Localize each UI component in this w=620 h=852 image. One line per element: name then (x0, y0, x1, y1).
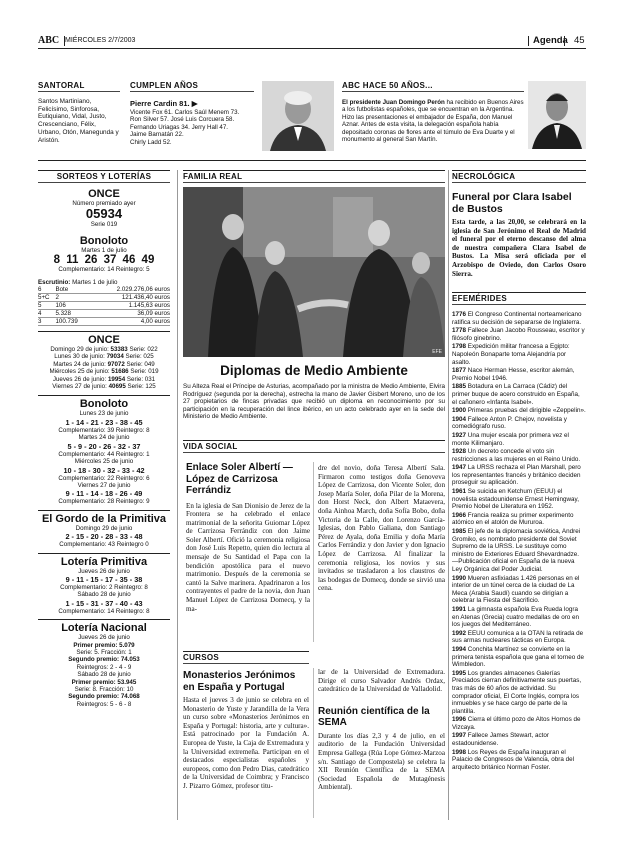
primitiva-title: Lotería Primitiva (60, 555, 148, 568)
efemeride-item: 1947 La URSS rechaza el Plan Marshall, pero los representantes francés y británico deciden proseguir su aplicación. (452, 464, 581, 487)
efemeride-item: 1990 Mueren asfixiadas 1.426 personas en el interior de un túnel cerca de la ciudad de La Meca (Arabia Saudí) cuando se dirigían a celebrar la Fiesta del Sacrificio. (452, 574, 580, 605)
necrologica-headline: Funeral por Clara Isabel de Bustos (452, 191, 572, 215)
nacional-line: Serie: 8. Fracción: 10 (74, 686, 134, 693)
efemeride-item: 1985 El jefe de la diplomacia soviética, Andrei Gromiko, es nombrado presidente del Soviet Supremo de la URSS. Le sustituye como ministro de Exteriores Eduard Shevardnadze. —Publicación oficial en España de la nueva Ley Orgánica del Poder Judicial. (452, 528, 581, 573)
efemeride-item: 1927 Una mujer escala por primera vez el monte Kilimanjaro. (452, 431, 569, 447)
necrologica-text: Esta tarde, a las 20,00, se celebrará en la iglesia de San Jerónimo el Real de Madrid el funeral por el eterno descanso del alma de nuestra compañera Clara Isabel de Bustos. La Misa será oficiada por el Arzobispo de Oviedo, don Carlos Osoro Sierra. (452, 218, 586, 278)
handshake-photo (183, 187, 445, 357)
once-week-title: ONCE (88, 334, 120, 347)
header-sep (528, 36, 529, 46)
familia-caption: Su Alteza Real el Príncipe de Asturias, acompañado por la ministra de Medio Ambiente, Elvira Rodríguez (segunda por la derecha), estrecha la mano de Javier Gisbert Moreno, uno de los 27 propietarios de fincas privadas que recibió un diploma en reconocimiento por su participación en la recuperación del lince ibérico, en un acto celebrado ayer en la sede del Ministerio de Medio Ambiente. (183, 383, 445, 421)
bonoloto-extra: Complementario: 14 Reintegro: 5 (58, 266, 150, 274)
vidasocial-headline: Enlace Soler Albertí — López de Carrizosa Ferrándiz (186, 462, 293, 496)
nacional-line: Serie: 5. Fracción: 1 (76, 648, 132, 656)
nacional-title: Lotería Nacional (61, 622, 147, 635)
efemeride-item: 1904 Fallece Anton P. Chejov, novelista y comediógrafo ruso. (452, 415, 567, 431)
cursos-text1: Hasta el jueves 3 de junio se celebra en el Monasterio de Yuste y Jarandilla de la Vera un curso sobre «Monasterios Jerónimos en España y Portugal: historia, arte y cultura». Está patrocinado por la Fundación A. Europea de Yuste, la Caja de Extremadura y la Universidad extremeña. Participan en el destacados especialistas españoles y europeos, como don Pedro Dias, catedrático de la Universidad de Coimbra; y Francisco J. Pizarro Gómez, profesor titu- (183, 696, 309, 790)
once-title: ONCE (88, 188, 120, 200)
efemeride-item: 1778 Fallece Juan Jacobo Rousseau, escritor y filósofo ginebrino. (452, 327, 585, 342)
col-sep (177, 170, 178, 820)
cursos-text2: lar de la Universidad de Extremadura. Dirige el curso Salvador Andrés Ordax, catedrático de la Universidad de Valladolid. (318, 668, 445, 694)
escrutinio-cell: 5 (38, 302, 55, 310)
efemerides-section (452, 292, 586, 772)
bonoloto-today (38, 235, 170, 274)
efemeride-item: 1961 Se suicida en Ketchum (EEUU) el novelista estadounidense Ernest Hemingway, Premio Nobel de Literatura en 1952. (452, 488, 579, 511)
bonoloto-date: Martes 24 de junio (78, 434, 130, 442)
escrutinio-row (38, 310, 170, 318)
cursos-label: CURSOS (183, 651, 309, 664)
primitiva-numbers: 1 - 15 - 31 - 37 - 40 - 43 (65, 598, 143, 608)
vidasocial-col1 (186, 462, 310, 613)
escrutinio-cell: 2.029.276,06 euros (89, 286, 170, 294)
bonoloto-week-title: Bonoloto (79, 398, 129, 411)
cumpleanos-item: Ron Silver 57. José Luis Corcuera 58. (130, 116, 235, 124)
escrutinio-cell: 5.328 (55, 310, 89, 318)
cursos-headline: Monasterios Jerónimos en España y Portugal (183, 670, 296, 693)
escrutinio-row (38, 286, 170, 294)
col-sep (448, 170, 449, 820)
bonoloto-date: Lunes 23 de junio (79, 410, 129, 418)
page-header (38, 34, 586, 48)
efemeride-item: 1998 Los Reyes de España inauguran el Palacio de Congresos de Valencia, obra del arquitecto británico Norman Foster. (452, 748, 575, 771)
escrutinio-row (38, 318, 170, 326)
primitiva-extra: Complementario: 2 Reintegro: 8 (60, 583, 148, 591)
familia-section (183, 170, 445, 421)
peron-photo (528, 81, 586, 149)
vidasocial-label: VIDA SOCIAL (183, 440, 445, 453)
escrutinio-cell: 1.145,63 euros (89, 302, 170, 310)
bonoloto-numbers: 5 - 9 - 20 - 26 - 32 - 37 (67, 441, 141, 451)
cursos-section (183, 651, 309, 791)
once-line: Lunes 30 de junio: 79034 Serie: 025 (54, 353, 154, 361)
familia-headline: Diplomas de Medio Ambiente (220, 363, 408, 378)
cumpleanos-list (130, 109, 254, 146)
efemeride-item: 1997 Fallece James Stewart, actor estadounidense. (452, 732, 549, 748)
necrologica-section (452, 170, 586, 278)
nacional-line: Sábado 28 de junio (77, 671, 131, 679)
strip-rule (38, 160, 586, 161)
cumpleanos-box (130, 81, 254, 146)
bonoloto-numbers: 1 - 14 - 21 - 23 - 38 - 45 (65, 417, 143, 427)
efemeride-item: 1877 Nace Herman Hesse, escritor alemán, Premio Nobel 1946. (452, 367, 575, 382)
escrutinio-row (38, 302, 170, 310)
vidasocial-text2: dre del novio, doña Teresa Albertí Sala. Firmaron como testigos doña Genoveva López de Carrizosa, don Vicente Soler, don Josep María Soler, doña Pilar de la Morena, don Horst Neck, don Albert Mataevera, doña Ainhoa March, doña Sofía Bobo, doña Victoria de la Calle, don Lorenzo García-Iglesias, don Pablo Galiana, don Santiago Pérez de Ayala, doña Emilia y doña María Carlos Ferrándiz y don Javier y don Ignacio López de Carrizosa. Al finalizar la ceremonia religiosa, los novios y sus invitados se trasladaron a los claustros de las bodegas de Domecq, donde se sirvió una cena. (318, 464, 445, 593)
primitiva-date: Sábado 28 de junio (77, 591, 131, 599)
vidasocial-text1: En la iglesia de San Dionisio de Jerez de la Frontera se ha celebrado el enlace matrimonial de la señorita Guiomar López de Carrizosa Ferrándiz con don Jaime Soler Albertí. Ofició la ceremonia religiosa don José Luis Repetto, quien dio lectura al mensaje de Su Santidad el Papa con la bendición apostólica para el nuevo matrimonio. Después de la ceremonia se cantó la Salve marinera. Apadrinaron a los contrayentes el padre de la novia, don Juan Manuel López de Carrizosa Domecq, y la ma- (186, 501, 310, 613)
efemerides-list (452, 311, 586, 771)
escrutinio-cell: 4,00 euros (89, 318, 170, 326)
bonoloto-date: Viernes 27 de junio (77, 481, 131, 489)
gordo-title: El Gordo de la Primitiva (41, 512, 167, 525)
efemeride-item: 1966 Francia realiza su primer experimento atómico en el atolón de Mururoa. (452, 511, 574, 527)
section-name: Agenda (533, 35, 568, 46)
santoral-box (38, 81, 120, 144)
bonoloto-numbers: 8 11 26 37 46 49 (53, 254, 155, 267)
once-serie: Serie 019 (90, 221, 118, 229)
once-today (38, 188, 170, 229)
once-week (38, 331, 170, 390)
nacional-line: Segundo premio: 74.068 (68, 693, 140, 701)
page-number: 45 (574, 35, 585, 46)
cumpleanos-item: Vicente Fox 61. Carlos Saúl Menem 73. (130, 109, 240, 116)
vidasocial-section (183, 440, 445, 453)
photo-credit: EFE (432, 349, 442, 355)
necrologica-label: NECROLÓGICA (452, 170, 586, 183)
cumpleanos-lead: Pierre Cardin 81. ▶ (130, 99, 198, 108)
escrutinio-cell: Bote (55, 286, 89, 294)
header-date: MIÉRCOLES 2/7/2003 (65, 37, 136, 44)
primitiva-date: Jueves 26 de junio (78, 567, 130, 575)
santoral-title: SANTORAL (38, 81, 120, 92)
nacional-line: Jueves 26 de junio (78, 634, 130, 642)
primitiva-extra: Complementario: 14 Reintegro: 8 (58, 607, 150, 615)
bonoloto-numbers: 9 - 11 - 14 - 18 - 26 - 49 (65, 489, 143, 499)
escrutinio-cell: 3 (38, 318, 55, 326)
gordo-extra: Complementario: 43 Reintegro 0 (59, 541, 149, 549)
efemeride-item: 1885 Botadura en La Carraca (Cádiz) del primer buque de acero construido en España, el cañonero «Infanta Isabel». (452, 383, 580, 406)
efemeride-item: 1996 Cierra el último pozo de Altos Hornos de Vizcaya. (452, 716, 581, 731)
efemeride-item: 1995 Los grandes almacenes Galerías Preciados cierran definitivamente sus puertas, tras más de 60 años de actividad. Su comprador oficial, El Corte Inglés, compra los inmuebles y se hace cargo de parte de la plantilla. (452, 669, 582, 715)
escrutinio-cell: 5+C (38, 294, 55, 302)
escrutinio-table: Escrutinio: Martes 1 de julio 6 Bote 2.029.276,06 euros 5+C 2 121.436,40 euros 5 106 1.145,63 euros 4 5.328 36,09 euros 3 100.739 4,00 euros (38, 278, 170, 326)
escrutinio-row (38, 294, 170, 302)
cardin-photo (262, 81, 334, 151)
hace50-text: El presidente Juan Domingo Perón ha recibido en Buenos Aires a los futbolistas españoles, que se encuentran en la Argentina. Hizo las presentaciones el embajador de España, don Manuel Aznar. Antes de esta visita, la delegación española había depositado coronas de flores ante el túmulo de Eva Duarte y el monumento al general San Martín. (342, 99, 524, 144)
bonoloto-date: Martes 1 de julio (81, 246, 127, 254)
portrait-image (262, 81, 334, 151)
efemeride-item: 1798 Expedición militar francesa a Egipto: Napoleón Bonaparte toma Alejandría por asalto. (452, 343, 570, 366)
nacional-line: Primer premio: 53.945 (71, 678, 137, 686)
santoral-text: Santos Martiniano, Felicísimo, Sinforosa, Eutiquiano, Vidal, Justo, Crescenciano, Félix, Urbano, Otón, Manegunda y Aristón. (38, 98, 119, 144)
once-line: Viernes 27 de junio: 40695 Serie: 125 (52, 383, 156, 391)
efemeride-item: 1900 Primeras pruebas del dirigible «Zeppelin». (452, 407, 586, 415)
gordo-numbers: 2 - 15 - 20 - 28 - 33 - 48 (65, 532, 143, 542)
header-sep (564, 36, 565, 46)
primitiva-box (38, 553, 170, 616)
escrutinio-cell: 121.436,40 euros (89, 294, 170, 302)
vidasocial-col2 (318, 464, 445, 593)
once-line: Martes 24 de junio: 97072 Serie: 049 (53, 360, 155, 368)
familia-label: FAMILIA REAL (183, 170, 445, 183)
escrutinio-cell: 6 (38, 286, 55, 294)
nacional-line: Reintegros: 2 - 4 - 9 (76, 663, 132, 671)
once-sub: Número premiado ayer (72, 200, 136, 207)
bonoloto-date: Miércoles 25 de junio (74, 458, 134, 466)
familia-photo (183, 187, 445, 357)
col-sep (313, 668, 314, 818)
sorteos-title: SORTEOS Y LOTERÍAS (38, 170, 170, 183)
efemerides-label: EFEMÉRIDES (452, 292, 586, 305)
bonoloto-extra: Complementario: 39 Reintegro: 8 (58, 426, 150, 434)
hace50-title: ABC HACE 50 AÑOS... (342, 81, 524, 92)
sema-text: Durante los días 2,3 y 4 de julio, en el auditorio de la Fundación Universidad Empresa Gallega (Rúa Lope Gómez-Marzoa s/n. Santiago de Compostela) se celebra la XII Reunión Científica de la SEMA (Sociedad Española de Mutagénesis Ambiental). (318, 731, 445, 792)
gordo-box (38, 510, 170, 549)
escrutinio-cell: 100.739 (55, 318, 89, 326)
primitiva-numbers: 9 - 11 - 15 - 17 - 35 - 38 (65, 574, 143, 584)
efemeride-item: 1992 EEUU comunica a la OTAN la retirada de sus armas nucleares tácticas en Europa. (452, 629, 584, 645)
portrait-image (528, 81, 586, 149)
bonoloto-extra: Complementario: 22 Reintegro: 6 (58, 474, 150, 482)
cumpleanos-title: CUMPLEN AÑOS (130, 81, 254, 92)
bonoloto-title: Bonoloto (79, 234, 129, 247)
once-line: Miércoles 25 de junio: 51686 Serie: 019 (49, 368, 159, 376)
escrutinio-cell: 36,09 euros (89, 310, 170, 318)
efemeride-item: 1994 Conchita Martínez se convierte en la primera tenista española que gana el torneo de Wimbledon. (452, 645, 584, 669)
cumpleanos-item: Jaime Barnatán 22. (130, 131, 184, 139)
play-arrow-icon: ▶ (191, 99, 198, 108)
nacional-line: Segundo premio: 74.053 (68, 656, 140, 664)
brand-logo: ABC (38, 35, 60, 46)
bonoloto-numbers: 10 - 18 - 30 - 32 - 33 - 42 (63, 465, 145, 475)
col-sep (313, 462, 314, 642)
bonoloto-extra: Complementario: 44 Reintegro: 1 (58, 450, 150, 458)
escrutinio-cell: 4 (38, 310, 55, 318)
hace50-box (342, 81, 524, 143)
cursos-col2 (318, 668, 445, 792)
header-rule (38, 48, 586, 49)
bonoloto-week (38, 395, 170, 505)
once-number: 05934 (85, 206, 123, 222)
once-line: Jueves 26 de junio: 19954 Serie: 031 (52, 375, 156, 383)
bonoloto-extra: Complementario: 28 Reintegro: 9 (58, 498, 150, 506)
escrutinio-cell: 106 (55, 302, 89, 310)
nacional-line: Reintegros: 5 - 6 - 8 (76, 700, 132, 708)
efemeride-item: 1776 El Congreso Continental norteamericano ratifica su decisión de separarse de Inglaterra. (452, 311, 582, 326)
header-sep (64, 36, 65, 46)
cumpleanos-item: Fernando Uriagas 34. Jerry Hall 47. (130, 123, 229, 131)
efemeride-item: 1991 La gimnasta española Eva Rueda logra en Atenas (Grecia) cuatro medallas de oro en los juegos del Mediterráneo. (452, 605, 580, 629)
gordo-date: Domingo 29 de junio (75, 524, 133, 532)
sorteos-column (38, 170, 170, 708)
efemeride-item: 1928 Un decreto concede el voto sin restricciones a las mujeres en el Reino Unido. (452, 448, 581, 463)
sema-headline: Reunión científica de la SEMA (318, 705, 430, 729)
cumpleanos-item: Chirly Ladd 52. (130, 138, 172, 146)
once-line: Domingo 29 de junio: 53383 Serie: 022 (50, 346, 158, 354)
nacional-box (38, 619, 170, 708)
nacional-line: Primer premio: 5.079 (73, 641, 135, 649)
escrutinio-cell: 2 (55, 294, 89, 302)
